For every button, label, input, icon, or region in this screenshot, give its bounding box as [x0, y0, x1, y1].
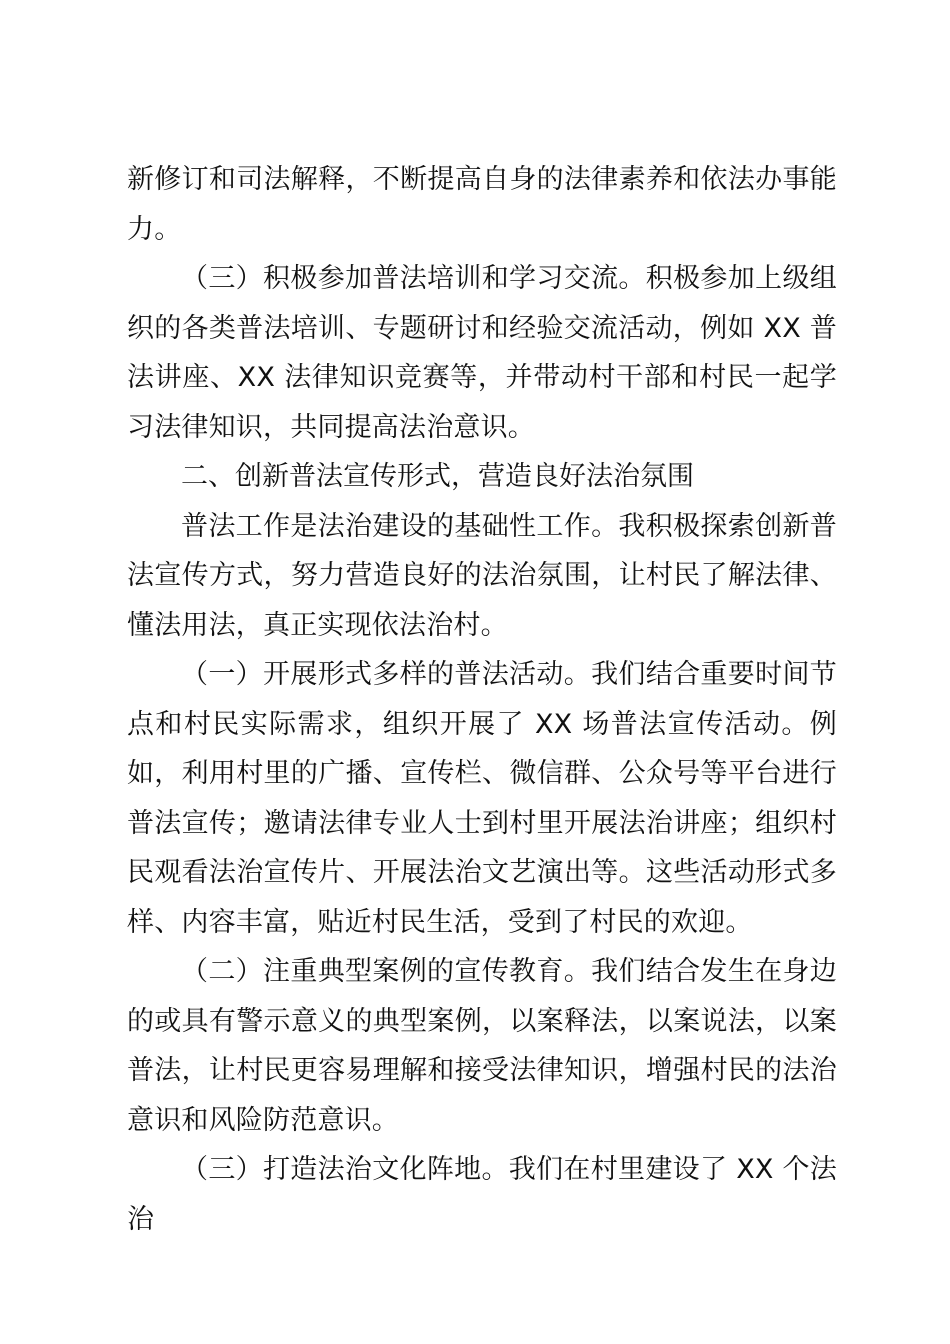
paragraph-section-3-training: （三）积极参加普法培训和学习交流。积极参加上级组织的各类普法培训、专题研讨和经验交流活动，例如 XX 普法讲座、XX 法律知识竞赛等，并带动村干部和村民一起学习法律知识，共同提高法治意识。: [127, 263, 837, 443]
paragraph-subsection-1: （一）开展形式多样的普法活动。我们结合重要时间节点和村民实际需求，组织开展了 XX 场普法宣传活动。例如，利用村里的广播、宣传栏、微信群、公众号等平台进行普法宣传；邀请法律专业人士到村里开展法治讲座；组织村民观看法治宣传片、开展法治文艺演出等。这些活动形式多样、内容丰富，贴近村民生活，受到了村民的欢迎。: [127, 659, 837, 938]
paragraph-intro: 普法工作是法治建设的基础性工作。我积极探索创新普法宣传方式，努力营造良好的法治氛围，让村民了解法律、懂法用法，真正实现依法治村。: [127, 510, 837, 641]
section-heading-2: 二、创新普法宣传形式，营造良好法治氛围: [181, 461, 694, 492]
document-body: [127, 155, 837, 1244]
paragraph-subsection-3: （三）打造法治文化阵地。我们在村里建设了 XX 个法治: [127, 1154, 837, 1235]
paragraph-subsection-2: （二）注重典型案例的宣传教育。我们结合发生在身边的或具有警示意义的典型案例，以案释法，以案说法，以案普法，让村民更容易理解和接受法律知识，增强村民的法治意识和风险防范意识。: [127, 956, 837, 1136]
paragraph-continuation: 新修订和司法解释，不断提高自身的法律素养和依法办事能力。: [127, 164, 837, 245]
